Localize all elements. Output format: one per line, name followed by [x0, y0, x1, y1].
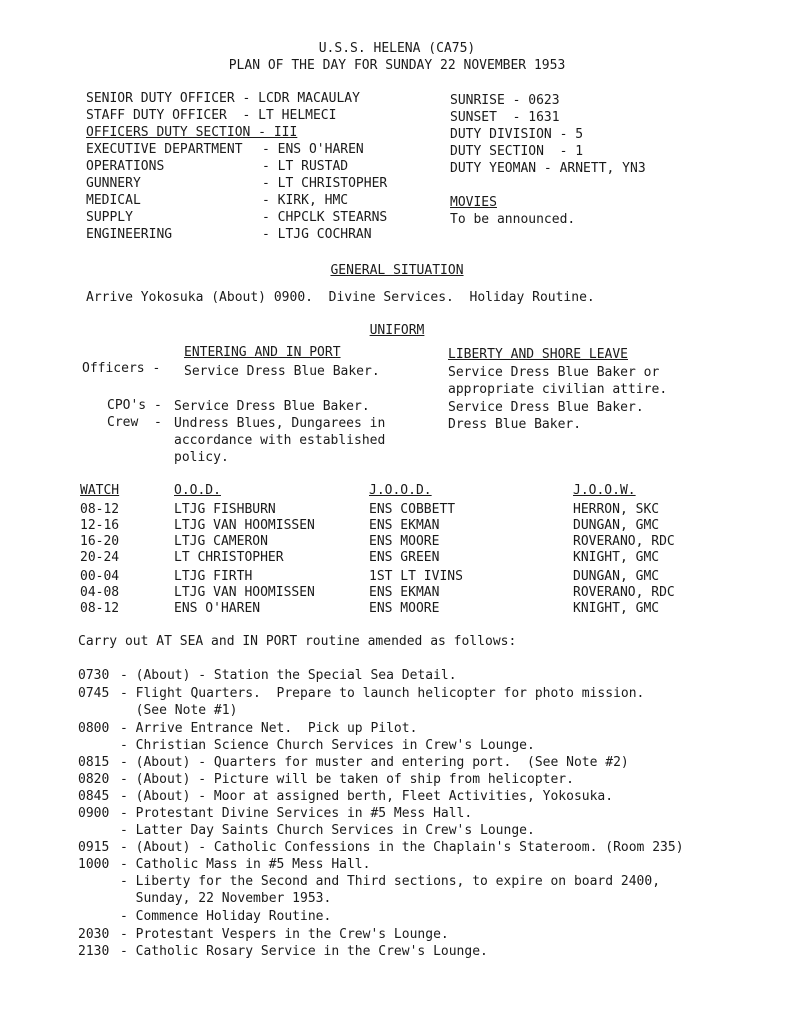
department-row: [86, 226, 466, 243]
routine-text: - (About) - Catholic Confessions in the Chaplain's Stateroom. (Room 235): [120, 840, 684, 855]
department-officer: - LT RUSTAD: [262, 159, 349, 174]
department-row: [86, 158, 466, 175]
jood-cell: ENS COBBETT: [369, 502, 456, 517]
routine-text: - (About) - Quarters for muster and entering port. (See Note #2): [120, 755, 629, 770]
routine-text: - Catholic Rosary Service in the Crew's Lounge.: [120, 944, 488, 959]
table-row: [80, 584, 780, 600]
department-row: [86, 175, 466, 192]
uniform-crew-label: Crew -: [107, 415, 162, 430]
department-name: MEDICAL: [86, 193, 141, 208]
general-situation-title: GENERAL SITUATION: [330, 263, 464, 278]
jood-header: J.O.O.D.: [369, 483, 432, 498]
duty-yeoman: DUTY YEOMAN - ARNETT, YN3: [450, 161, 646, 176]
uniform-officers-label: Officers -: [82, 361, 161, 376]
routine-text: - Arrive Entrance Net. Pick up Pilot.: [120, 721, 418, 736]
department-name: EXECUTIVE DEPARTMENT: [86, 142, 243, 157]
staff-duty-officer: STAFF DUTY OFFICER - LT HELMECI: [86, 108, 337, 123]
department-name: ENGINEERING: [86, 227, 173, 242]
routine-text: - Protestant Divine Services in #5 Mess Hall.: [120, 806, 473, 821]
duty-division: DUTY DIVISION - 5: [450, 127, 584, 142]
ood-cell: LT CHRISTOPHER: [174, 550, 284, 565]
table-row: [80, 549, 780, 565]
movies-title: MOVIES: [450, 195, 497, 210]
jood-cell: 1ST LT IVINS: [369, 569, 463, 584]
routine-time: 0900: [78, 806, 110, 821]
watch-header: WATCH: [80, 483, 120, 498]
uniform-port-column-title: ENTERING AND IN PORT: [184, 345, 341, 360]
watch-cell: 04-08: [80, 585, 120, 600]
jood-cell: ENS MOORE: [369, 534, 440, 549]
sunrise: SUNRISE - 0623: [450, 93, 560, 108]
table-row: [80, 600, 780, 616]
watch-cell: 08-12: [80, 601, 120, 616]
jood-cell: ENS GREEN: [369, 550, 440, 565]
jood-cell: ENS EKMAN: [369, 518, 440, 533]
routine-time: 0915: [78, 840, 110, 855]
department-row: [86, 141, 466, 158]
uniform-crew-liberty: Dress Blue Baker.: [448, 417, 582, 432]
uniform-officers-liberty: Service Dress Blue Baker or appropriate civilian attire.: [448, 365, 668, 397]
jood-cell: ENS MOORE: [369, 601, 440, 616]
department-name: GUNNERY: [86, 176, 141, 191]
routine-text: - Liberty for the Second and Third sections, to expire on board 2400, Sunday, 22 November 1953.: [120, 874, 661, 906]
routine-text: - Catholic Mass in #5 Mess Hall.: [120, 857, 371, 872]
table-row: [80, 517, 780, 533]
ood-cell: LTJG CAMERON: [174, 534, 268, 549]
general-situation-text: Arrive Yokosuka (About) 0900. Divine Services. Holiday Routine.: [86, 290, 595, 305]
routine-text: - Protestant Vespers in the Crew's Lounge.: [120, 927, 449, 942]
ood-cell: ENS O'HAREN: [174, 601, 261, 616]
routine-intro: Carry out AT SEA and IN PORT routine amended as follows:: [78, 634, 517, 649]
routine-text: - (About) - Picture will be taken of ship from helicopter.: [120, 772, 574, 787]
watch-table-header: [80, 482, 780, 498]
routine-text: - Commence Holiday Routine.: [120, 909, 332, 924]
watch-cell: 08-12: [80, 502, 120, 517]
ood-cell: LTJG VAN HOOMISSEN: [174, 585, 315, 600]
department-officer: - KIRK, HMC: [262, 193, 349, 208]
table-row: [80, 501, 780, 517]
jood-cell: ENS EKMAN: [369, 585, 440, 600]
ood-header: O.O.D.: [174, 483, 221, 498]
uniform-crew-port: Undress Blues, Dungarees in accordance with established policy.: [174, 416, 386, 465]
routine-text: - Latter Day Saints Church Services in Crew's Lounge.: [120, 823, 535, 838]
senior-duty-officer: SENIOR DUTY OFFICER - LCDR MACAULAY: [86, 91, 360, 106]
uniform-title: UNIFORM: [369, 323, 425, 338]
uniform-cpo-label: CPO's -: [107, 398, 162, 413]
routine-time: 0800: [78, 721, 110, 736]
department-officer: - ENS O'HAREN: [262, 142, 364, 157]
table-row: [80, 568, 780, 584]
routine-time: 2030: [78, 927, 110, 942]
routine-text: - (About) - Station the Special Sea Detail.: [120, 668, 457, 683]
department-officer: - LT CHRISTOPHER: [262, 176, 388, 191]
ship-title: U.S.S. HELENA (CA75): [318, 41, 476, 56]
department-name: OPERATIONS: [86, 159, 165, 174]
watch-cell: 12-16: [80, 518, 120, 533]
uniform-cpo-liberty: Service Dress Blue Baker.: [448, 400, 644, 415]
routine-text: - (About) - Moor at assigned berth, Fleet Activities, Yokosuka.: [120, 789, 614, 804]
routine-time: 0745: [78, 686, 110, 701]
joow-cell: DUNGAN, GMC: [573, 569, 660, 584]
movies-text: To be announced.: [450, 212, 576, 227]
sunset: SUNSET - 1631: [450, 110, 560, 125]
routine-time: 1000: [78, 857, 110, 872]
ood-cell: LTJG FIRTH: [174, 569, 253, 584]
joow-header: J.O.O.W.: [573, 483, 636, 498]
ood-cell: LTJG VAN HOOMISSEN: [174, 518, 315, 533]
department-row: [86, 209, 466, 226]
duty-section-title: OFFICERS DUTY SECTION - III: [86, 125, 298, 140]
table-row: [80, 533, 780, 549]
joow-cell: HERRON, SKC: [573, 502, 660, 517]
watch-cell: 16-20: [80, 534, 120, 549]
uniform-cpo-port: Service Dress Blue Baker.: [174, 399, 370, 414]
joow-cell: DUNGAN, GMC: [573, 518, 660, 533]
department-row: [86, 192, 466, 209]
routine-text: - Christian Science Church Services in Crew's Lounge.: [120, 738, 535, 753]
department-officer: - LTJG COCHRAN: [262, 227, 372, 242]
uniform-liberty-column-title: LIBERTY AND SHORE LEAVE: [448, 347, 629, 362]
department-name: SUPPLY: [86, 210, 133, 225]
routine-time: 2130: [78, 944, 110, 959]
ood-cell: LTJG FISHBURN: [174, 502, 276, 517]
joow-cell: KNIGHT, GMC: [573, 550, 660, 565]
watch-cell: 20-24: [80, 550, 120, 565]
joow-cell: ROVERANO, RDC: [573, 585, 675, 600]
department-officer: - CHPCLK STEARNS: [262, 210, 388, 225]
uniform-officers-port: Service Dress Blue Baker.: [184, 364, 380, 379]
duty-section: DUTY SECTION - 1: [450, 144, 584, 159]
routine-time: 0820: [78, 772, 110, 787]
routine-time: 0845: [78, 789, 110, 804]
joow-cell: KNIGHT, GMC: [573, 601, 660, 616]
routine-time: 0730: [78, 668, 110, 683]
joow-cell: ROVERANO, RDC: [573, 534, 675, 549]
watch-cell: 00-04: [80, 569, 120, 584]
routine-text: - Flight Quarters. Prepare to launch helicopter for photo mission. (See Note #1): [120, 686, 645, 718]
routine-time: 0815: [78, 755, 110, 770]
plan-title: PLAN OF THE DAY FOR SUNDAY 22 NOVEMBER 1953: [228, 58, 566, 73]
